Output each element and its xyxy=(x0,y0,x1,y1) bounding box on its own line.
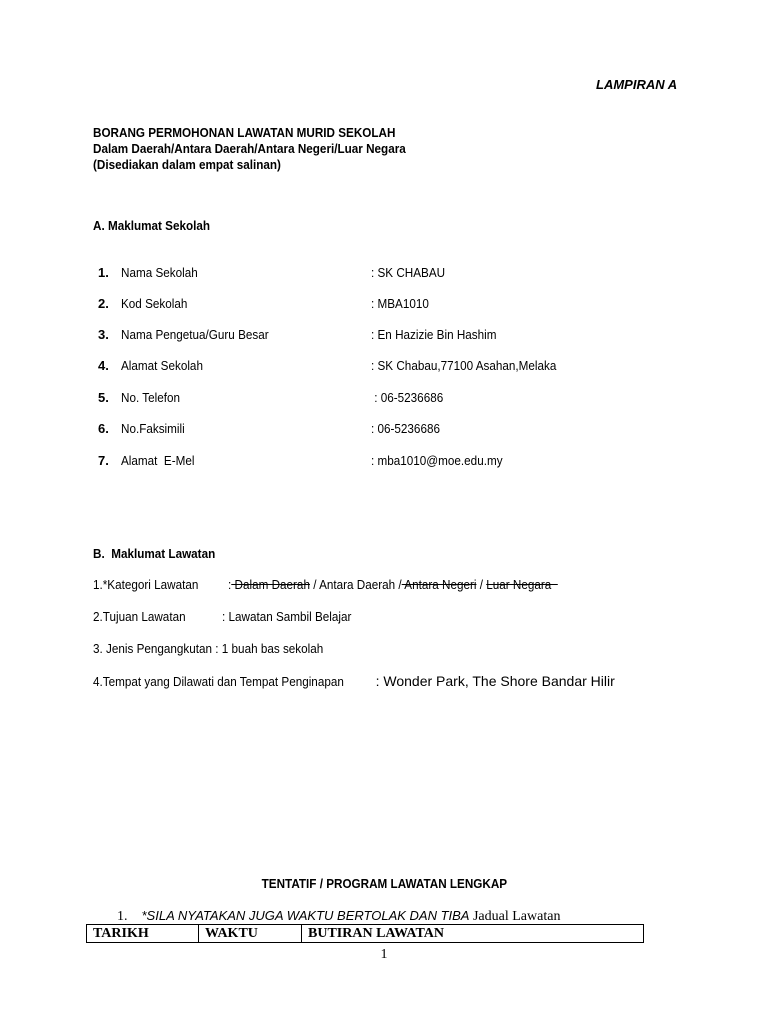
form-subtitle: Dalam Daerah/Antara Daerah/Antara Negeri/Luar Negara xyxy=(93,141,406,156)
item-label: Kod Sekolah xyxy=(121,296,188,311)
option-antara-negeri: Antara Negeri xyxy=(401,577,477,592)
item-number: 6. xyxy=(98,421,109,436)
instruction-number: 1. xyxy=(117,909,128,924)
item-value: : MBA1010 xyxy=(371,296,429,311)
visit-location: 4.Tempat yang Dilawati dan Tempat Penginapan : Wonder Park, The Shore Bandar Hilir xyxy=(93,673,615,689)
transport-type: 3. Jenis Pengangkutan : 1 buah bas sekolah xyxy=(93,641,324,656)
item-number: 2. xyxy=(98,296,109,311)
instruction-tail: Jadual Lawatan xyxy=(469,909,561,924)
option-luar-negara: Luar Negara xyxy=(486,577,558,592)
colon: : xyxy=(228,577,232,592)
visit-location-value: : Wonder Park, The Shore Bandar Hilir xyxy=(371,673,615,689)
item-value: : 06-5236686 xyxy=(371,390,444,405)
section-b-heading: B. Maklumat Lawatan xyxy=(93,546,216,561)
column-header-date: TARIKH xyxy=(87,925,199,943)
form-note: (Disediakan dalam empat salinan) xyxy=(93,157,281,172)
item-value: : SK Chabau,77100 Asahan,Melaka xyxy=(371,358,557,373)
item-label: Nama Sekolah xyxy=(121,265,198,280)
section-a-heading: A. Maklumat Sekolah xyxy=(93,218,211,233)
schedule-heading: TENTATIF / PROGRAM LAWATAN LENGKAP xyxy=(261,876,507,891)
option-antara-daerah: / Antara Daerah / xyxy=(309,577,402,592)
item-number: 5. xyxy=(98,390,109,405)
separator: / xyxy=(476,577,487,592)
item-value: : En Hazizie Bin Hashim xyxy=(371,327,497,342)
column-header-time: WAKTU xyxy=(199,925,302,943)
appendix-label: LAMPIRAN A xyxy=(596,77,678,92)
item-value: : mba1010@moe.edu.my xyxy=(371,453,503,468)
instruction-italic: *SILA NYATAKAN JUGA WAKTU BERTOLAK DAN TIBA xyxy=(141,908,470,923)
item-number: 3. xyxy=(98,327,109,342)
item-label: No.Faksimili xyxy=(121,421,185,436)
visit-category-label: 1.*Kategori Lawatan xyxy=(93,577,199,592)
item-number: 4. xyxy=(98,358,109,373)
item-label: No. Telefon xyxy=(121,390,180,405)
schedule-instruction xyxy=(117,908,560,925)
item-label: Alamat E-Mel xyxy=(121,453,195,468)
item-label: Alamat Sekolah xyxy=(121,358,203,373)
option-dalam-daerah: Dalam Daerah xyxy=(231,577,310,592)
column-header-details: BUTIRAN LAWATAN xyxy=(302,925,644,943)
visit-purpose-value: : Lawatan Sambil Belajar xyxy=(222,609,352,624)
schedule-table xyxy=(86,924,644,943)
table-header-row xyxy=(87,925,644,943)
item-label: Nama Pengetua/Guru Besar xyxy=(121,327,269,342)
item-value: : 06-5236686 xyxy=(371,421,440,436)
visit-purpose-label: 2.Tujuan Lawatan xyxy=(93,609,186,624)
page-number: 1 xyxy=(380,947,388,962)
item-value: : SK CHABAU xyxy=(371,265,446,280)
visit-category-options xyxy=(228,577,594,592)
form-title: BORANG PERMOHONAN LAWATAN MURID SEKOLAH xyxy=(93,125,396,140)
item-number: 7. xyxy=(98,453,109,468)
item-number: 1. xyxy=(98,265,109,280)
